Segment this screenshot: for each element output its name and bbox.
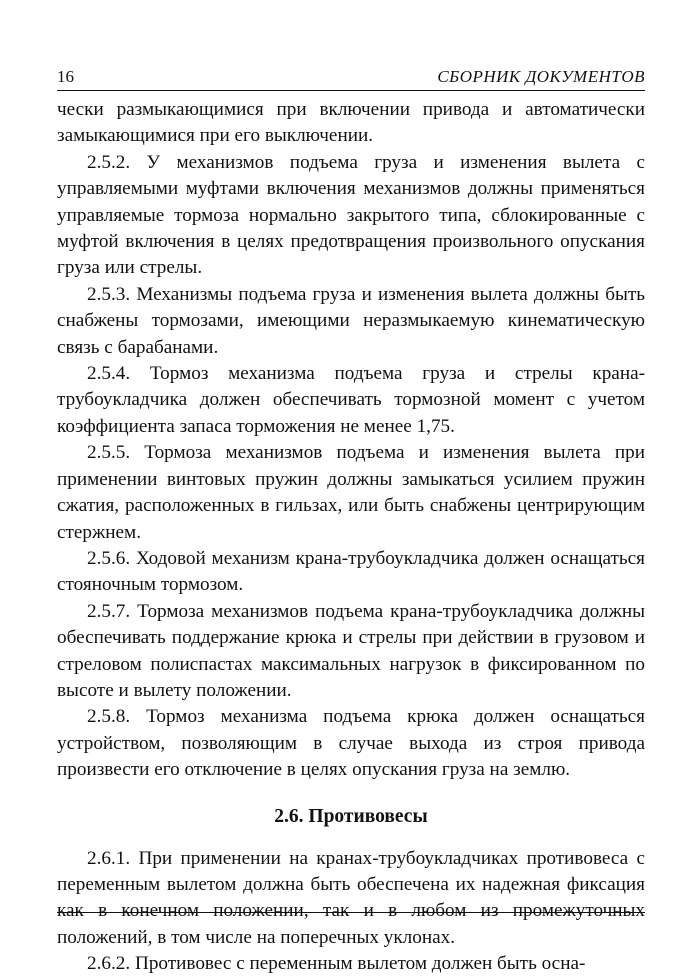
running-header [57, 62, 645, 91]
page-number: 16 [57, 67, 74, 86]
paragraph-2-5-4: 2.5.4. Тормоз механизма подъема груза и стрелы крана-трубоукладчика должен обеспечивать тормозной момент с учетом коэффициента запаса торможения не менее 1,75. [57, 363, 645, 437]
paragraph-2-6-2: 2.6.2. Противовес с переменным вылетом должен быть осна- [87, 953, 586, 975]
paragraph-2-5-6: 2.5.6. Ходовой механизм крана-трубоукладчика должен оснащаться стояночным тормозом. [57, 547, 645, 596]
paragraph-continuation: чески размыкающимися при включении привода и автоматически замыкающимися при его выключении. [57, 99, 645, 147]
paragraph-2-5-3: 2.5.3. Механизмы подъема груза и изменения вылета должны быть снабжены тормозами, имеющими неразмыкаемую кинематическую связь с барабанами. [57, 283, 645, 358]
running-title: СБОРНИК ДОКУМЕНТОВ [437, 67, 645, 86]
footer-rule [57, 912, 645, 913]
document-page [57, 62, 645, 978]
paragraph-2-5-2: 2.5.2. У механизмов подъема груза и изменения вылета с управляемыми муфтами включения механизмов должны применяться управляемые тормоза нормально закрытого типа, сблокированные с муфтой включения в целях предотвращения произвольного опускания груза или стрелы. [57, 151, 645, 279]
paragraph-2-5-5: 2.5.5. Тормоза механизмов подъема и изменения вылета при применении винтовых пружин должны замыкаться усилием пружин сжатия, расположенных в гильзах, или быть снабжены центрирующим стержнем. [57, 442, 645, 543]
section-heading: 2.6. Противовесы [274, 805, 428, 827]
paragraph-2-5-7: 2.5.7. Тормоза механизмов подъема крана-трубоукладчика должны обеспечивать поддержание крюка и стрелы при действии в грузовом и стреловом полиспастах максимальных нагрузок в фиксированном по высоте и вылету положении. [57, 600, 645, 701]
paragraph-2-5-8: 2.5.8. Тормоз механизма подъема крюка должен оснащаться устройством, позволяющим в случае выхода из строя привода произвести его отключение в целях опускания груза на землю. [57, 706, 645, 781]
body-text [57, 97, 645, 978]
paragraph-2-6-1: 2.6.1. При применении на кранах-трубоукладчиках противовеса с переменным вылетом должна быть обеспечена их надежная фиксация как в конечном положении, так и в любом из промежуточных положений, в том числе на поперечных уклонах. [57, 847, 645, 948]
